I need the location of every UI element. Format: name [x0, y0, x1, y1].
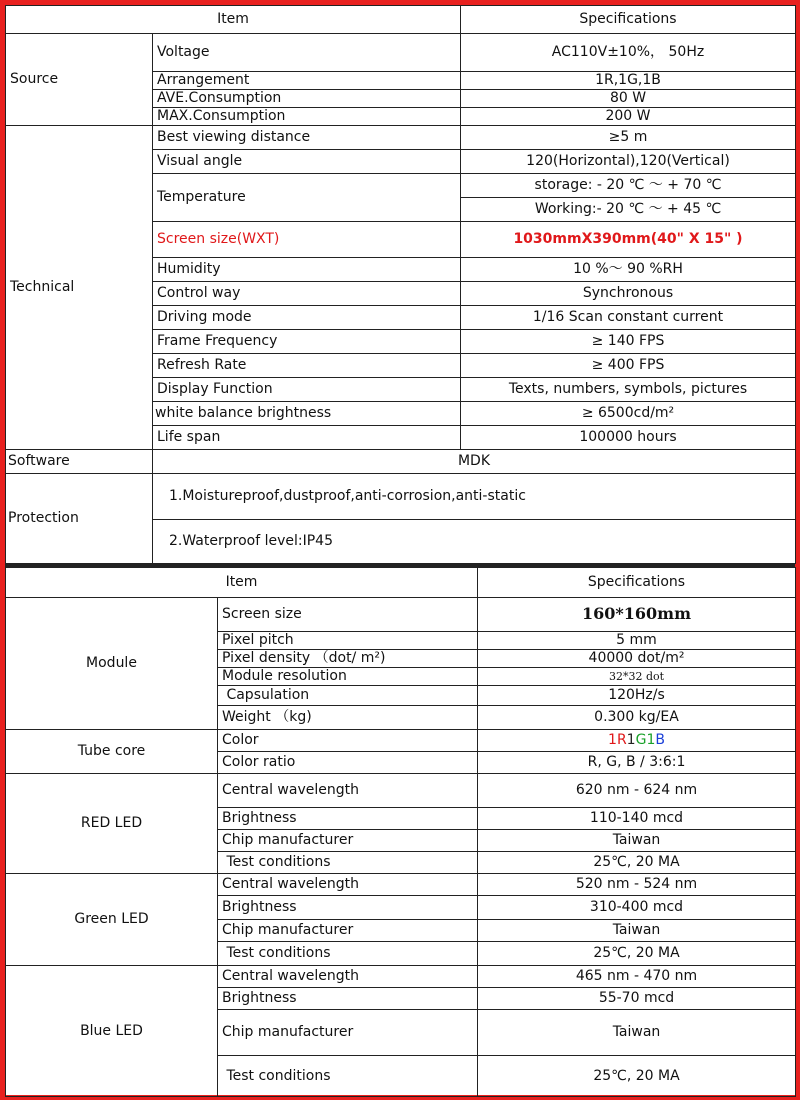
value-blue-chip: Taiwan: [478, 1010, 796, 1056]
param-screen-size: Screen size: [218, 598, 478, 632]
table-row: [6, 774, 796, 808]
param-driving-mode: Driving mode: [153, 306, 461, 330]
param-control-way: Control way: [153, 282, 461, 306]
value-color: [478, 730, 796, 752]
param-blue-wavelength: Central wavelength: [218, 966, 478, 988]
param-ave-consumption: AVE.Consumption: [153, 90, 461, 108]
value-color-ratio: R, G, B / 3:6:1: [478, 752, 796, 774]
value-green-test: 25℃, 20 MA: [478, 942, 796, 966]
color-digit-green: 1: [626, 732, 636, 749]
module-specifications-table: [5, 567, 796, 1097]
group-red-led: RED LED: [6, 774, 218, 874]
header-specifications: Specifications: [461, 6, 796, 34]
value-red-wavelength: 620 nm - 624 nm: [478, 774, 796, 808]
value-green-chip: Taiwan: [478, 920, 796, 942]
value-green-wavelength: 520 nm - 524 nm: [478, 874, 796, 896]
value-module-resolution: 32*32 dot: [478, 668, 796, 686]
value-arrangement: 1R,1G,1B: [461, 72, 796, 90]
header-specifications: Specifications: [478, 568, 796, 598]
value-visual-angle: 120(Horizontal),120(Vertical): [461, 150, 796, 174]
value-display-function: Texts, numbers, symbols, pictures: [461, 378, 796, 402]
param-green-chip: Chip manufacturer: [218, 920, 478, 942]
table-row: [6, 126, 796, 150]
param-viewing-distance: Best viewing distance: [153, 126, 461, 150]
value-life-span: 100000 hours: [461, 426, 796, 450]
color-letter-red: R: [616, 732, 627, 749]
param-pixel-density: Pixel density （dot/ m²): [218, 650, 478, 668]
value-protection-2: 2.Waterproof level:IP45: [153, 520, 796, 564]
color-letter-blue: B: [655, 732, 665, 749]
table-header-row: [6, 568, 796, 598]
group-source: Source: [6, 34, 153, 126]
param-frame-frequency: Frame Frequency: [153, 330, 461, 354]
group-protection: Protection: [6, 474, 153, 564]
param-refresh-rate: Refresh Rate: [153, 354, 461, 378]
value-screen-size: 160*160mm: [478, 598, 796, 632]
param-red-wavelength: Central wavelength: [218, 774, 478, 808]
group-software: Software: [6, 450, 153, 474]
value-red-brightness: 110-140 mcd: [478, 808, 796, 830]
table-row: [6, 450, 796, 474]
specifications-table: [5, 5, 796, 564]
param-green-brightness: Brightness: [218, 896, 478, 920]
group-module: Module: [6, 598, 218, 730]
value-ave-consumption: 80 W: [461, 90, 796, 108]
param-green-wavelength: Central wavelength: [218, 874, 478, 896]
table-row: [6, 474, 796, 520]
param-visual-angle: Visual angle: [153, 150, 461, 174]
value-red-chip: Taiwan: [478, 830, 796, 852]
group-blue-led: Blue LED: [6, 966, 218, 1097]
value-white-balance: ≥ 6500cd/m²: [461, 402, 796, 426]
group-technical: Technical: [6, 126, 153, 450]
param-red-test: Test conditions: [218, 852, 478, 874]
param-blue-test: Test conditions: [218, 1056, 478, 1097]
header-item: Item: [6, 6, 461, 34]
param-arrangement: Arrangement: [153, 72, 461, 90]
param-color: Color: [218, 730, 478, 752]
param-color-ratio: Color ratio: [218, 752, 478, 774]
param-voltage: Voltage: [153, 34, 461, 72]
value-control-way: Synchronous: [461, 282, 796, 306]
param-pixel-pitch: Pixel pitch: [218, 632, 478, 650]
table-row: [6, 874, 796, 896]
param-green-test: Test conditions: [218, 942, 478, 966]
table-header-row: [6, 6, 796, 34]
value-refresh-rate: ≥ 400 FPS: [461, 354, 796, 378]
value-red-test: 25℃, 20 MA: [478, 852, 796, 874]
param-blue-brightness: Brightness: [218, 988, 478, 1010]
value-voltage: AC110V±10%， 50Hz: [461, 34, 796, 72]
table-row: [6, 966, 796, 988]
param-red-brightness: Brightness: [218, 808, 478, 830]
param-weight: Weight （kg): [218, 706, 478, 730]
value-frame-frequency: ≥ 140 FPS: [461, 330, 796, 354]
group-green-led: Green LED: [6, 874, 218, 966]
value-software: MDK: [153, 450, 796, 474]
value-temperature-storage: storage: - 20 ℃ ～ + 70 ℃: [461, 174, 796, 198]
value-pixel-pitch: 5 mm: [478, 632, 796, 650]
param-screen-size: Screen size(WXT): [153, 222, 461, 258]
param-white-balance: white balance brightness: [153, 402, 461, 426]
value-green-brightness: 310-400 mcd: [478, 896, 796, 920]
param-max-consumption: MAX.Consumption: [153, 108, 461, 126]
value-driving-mode: 1/16 Scan constant current: [461, 306, 796, 330]
color-digit-blue: 1: [646, 732, 656, 749]
spec-sheet: [5, 5, 795, 1095]
value-temperature-working: Working:- 20 ℃ ～ + 45 ℃: [461, 198, 796, 222]
value-max-consumption: 200 W: [461, 108, 796, 126]
param-module-resolution: Module resolution: [218, 668, 478, 686]
header-item: Item: [6, 568, 478, 598]
param-temperature: Temperature: [153, 174, 461, 222]
param-capsulation: Capsulation: [218, 686, 478, 706]
value-blue-wavelength: 465 nm - 470 nm: [478, 966, 796, 988]
param-life-span: Life span: [153, 426, 461, 450]
value-protection-1: 1.Moistureproof,dustproof,anti-corrosion,anti-static: [153, 474, 796, 520]
value-blue-brightness: 55-70 mcd: [478, 988, 796, 1010]
value-screen-size: 1030mmX390mm(40" X 15" ): [461, 222, 796, 258]
param-red-chip: Chip manufacturer: [218, 830, 478, 852]
table-row: [6, 730, 796, 752]
color-letter-green: G: [635, 732, 647, 749]
param-display-function: Display Function: [153, 378, 461, 402]
value-weight: 0.300 kg/EA: [478, 706, 796, 730]
param-blue-chip: Chip manufacturer: [218, 1010, 478, 1056]
value-blue-test: 25℃, 20 MA: [478, 1056, 796, 1097]
group-tube-core: Tube core: [6, 730, 218, 774]
value-capsulation: 120Hz/s: [478, 686, 796, 706]
value-viewing-distance: ≥5 m: [461, 126, 796, 150]
value-humidity: 10 %～ 90 %RH: [461, 258, 796, 282]
table-row: [6, 598, 796, 632]
color-digit-red: 1: [608, 732, 617, 749]
param-humidity: Humidity: [153, 258, 461, 282]
table-row: [6, 34, 796, 72]
value-pixel-density: 40000 dot/m²: [478, 650, 796, 668]
